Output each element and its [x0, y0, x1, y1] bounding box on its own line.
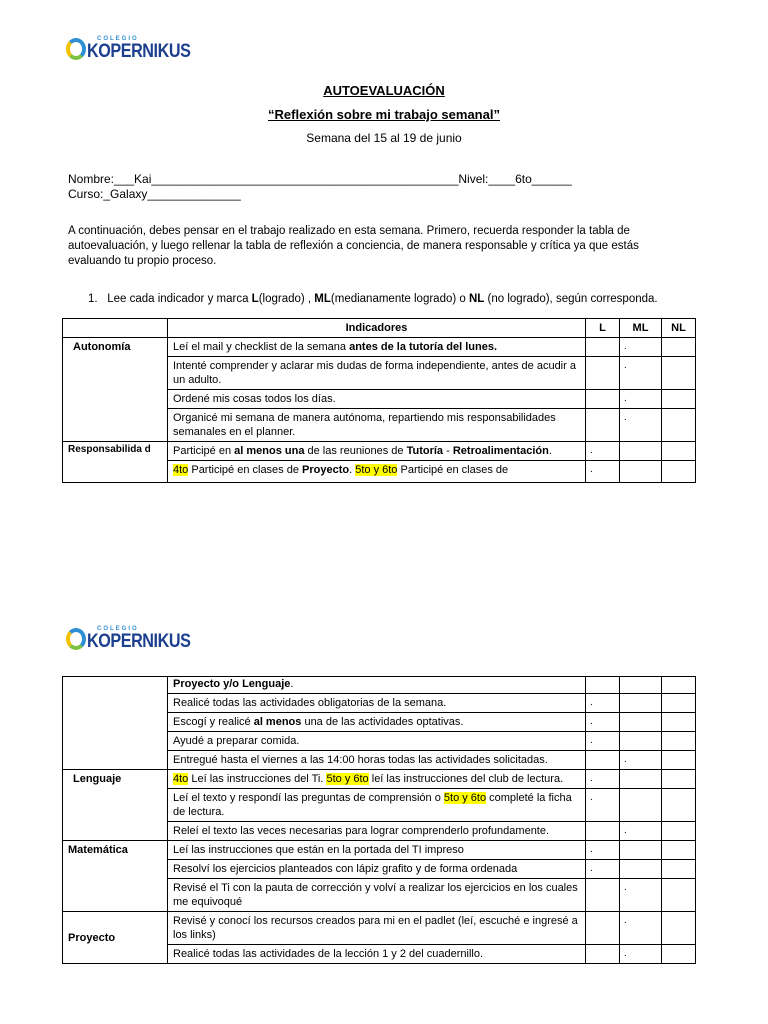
mark-ml-cell[interactable]: . — [620, 751, 662, 770]
mark-l-cell[interactable]: . — [586, 770, 620, 789]
mark-ml-cell[interactable]: . — [620, 390, 662, 409]
mark-ml-cell[interactable]: . — [620, 822, 662, 841]
logo-ring-icon — [66, 38, 86, 60]
mark-ml-cell[interactable]: . — [620, 879, 662, 912]
mark-ml-cell[interactable] — [620, 841, 662, 860]
autoevaluacion-table-1 — [62, 318, 696, 483]
mark-ml-cell[interactable]: . — [620, 912, 662, 945]
table-row: Escogí y realicé al menos una de las actividades optativas. . — [63, 713, 696, 732]
mark-nl-cell[interactable] — [662, 409, 696, 442]
mark-l-cell[interactable] — [586, 338, 620, 357]
mark-l-cell[interactable]: . — [586, 841, 620, 860]
table-row: Leí el texto y respondí las preguntas de comprensión o 5to y 6to completé la ficha de lectura. . — [63, 789, 696, 822]
table-row: Ordené mis cosas todos los días. . — [63, 390, 696, 409]
table-row: Matemática Leí las instrucciones que están en la portada del TI impreso . — [63, 841, 696, 860]
mark-nl-cell[interactable] — [662, 677, 696, 694]
mark-ml-cell[interactable] — [620, 713, 662, 732]
instruction-line: 1. Lee cada indicador y marca L(logrado) , ML(medianamente logrado) o NL (no logrado), según corresponda. — [88, 293, 658, 305]
mark-ml-cell[interactable]: . — [620, 945, 662, 964]
table-row: Resolví los ejercicios planteados con lápiz grafito y de forma ordenada . — [63, 860, 696, 879]
mark-l-cell[interactable] — [586, 945, 620, 964]
mark-l-cell[interactable]: . — [586, 694, 620, 713]
table-row: Intenté comprender y aclarar mis dudas de forma independiente, antes de acudir a un adulto. . — [63, 357, 696, 390]
header-l: L — [586, 319, 620, 338]
mark-nl-cell[interactable] — [662, 694, 696, 713]
mark-ml-cell[interactable] — [620, 442, 662, 461]
table-row: Realicé todas las actividades obligatorias de la semana. . — [63, 694, 696, 713]
mark-nl-cell[interactable] — [662, 713, 696, 732]
mark-l-cell[interactable]: . — [586, 732, 620, 751]
mark-nl-cell[interactable] — [662, 461, 696, 483]
category-autonomia: Autonomía — [63, 338, 168, 442]
page-subtitle: “Reflexión sobre mi trabajo semanal” — [268, 107, 500, 122]
mark-l-cell[interactable]: . — [586, 442, 620, 461]
logo-big-text: KOPERNIKUS — [87, 631, 191, 652]
mark-nl-cell[interactable] — [662, 822, 696, 841]
table-row: Lenguaje 4to Leí las instrucciones del Ti. 5to y 6to leí las instrucciones del club de lectura. . — [63, 770, 696, 789]
mark-l-cell[interactable] — [586, 357, 620, 390]
table-row: Releí el texto las veces necesarias para lograr comprenderlo profundamente. . — [63, 822, 696, 841]
table-row: Ayudé a preparar comida. . — [63, 732, 696, 751]
table-row: Realicé todas las actividades de la lección 1 y 2 del cuadernillo. . — [63, 945, 696, 964]
mark-ml-cell[interactable] — [620, 732, 662, 751]
header-indicadores: Indicadores — [168, 319, 586, 338]
mark-l-cell[interactable] — [586, 822, 620, 841]
mark-ml-cell[interactable] — [620, 860, 662, 879]
mark-nl-cell[interactable] — [662, 879, 696, 912]
week-label: Semana del 15 al 19 de junio — [306, 131, 462, 145]
header-nl: NL — [662, 319, 696, 338]
mark-ml-cell[interactable] — [620, 789, 662, 822]
mark-l-cell[interactable]: . — [586, 461, 620, 483]
intro-paragraph: A continuación, debes pensar en el trabajo realizado en esta semana. Primero, recuerda responder la tabla de autoevaluación, y luego rellenar la tabla de reflexión a conciencia, de manera responsable y crítica ya que estás evaluando tu propio proceso. — [68, 225, 639, 267]
mark-ml-cell[interactable]: . — [620, 409, 662, 442]
curso-line: Curso:_Galaxy______________ — [68, 187, 241, 201]
header-ml: ML — [620, 319, 662, 338]
school-logo-page-2 — [66, 626, 209, 651]
mark-nl-cell[interactable] — [662, 751, 696, 770]
nombre-nivel-line: Nombre:___Kai______________________________________________Nivel:____6to______ — [68, 172, 572, 186]
mark-ml-cell[interactable]: . — [620, 338, 662, 357]
mark-ml-cell[interactable] — [620, 677, 662, 694]
mark-nl-cell[interactable] — [662, 338, 696, 357]
mark-l-cell[interactable] — [586, 409, 620, 442]
mark-l-cell[interactable] — [586, 677, 620, 694]
table-row: Autonomía Leí el mail y checklist de la semana antes de la tutoría del lunes. . — [63, 338, 696, 357]
category-lenguaje: Lenguaje — [63, 770, 168, 841]
table-row: Organicé mi semana de manera autónoma, repartiendo mis responsabilidades semanales en el planner. . — [63, 409, 696, 442]
table-row: Revisé el Ti con la pauta de corrección y volví a realizar los ejercicios en los cuales me equivoqué . — [63, 879, 696, 912]
logo-small-text: COLEGIO — [97, 36, 139, 42]
table-row: 4to Participé en clases de Proyecto. 5to y 6to Participé en clases de . — [63, 461, 696, 483]
mark-ml-cell[interactable] — [620, 770, 662, 789]
mark-nl-cell[interactable] — [662, 442, 696, 461]
table-row: Proyecto Revisé y conocí los recursos creados para mi en el padlet (leí, escuché e ingresé a los links) . — [63, 912, 696, 945]
mark-l-cell[interactable]: . — [586, 860, 620, 879]
mark-l-cell[interactable] — [586, 390, 620, 409]
mark-nl-cell[interactable] — [662, 860, 696, 879]
mark-l-cell[interactable]: . — [586, 789, 620, 822]
mark-nl-cell[interactable] — [662, 732, 696, 751]
table-row: Proyecto y/o Lenguaje. — [63, 677, 696, 694]
page-title: AUTOEVALUACIÓN — [323, 83, 445, 98]
table-row: Responsabilida d Participé en al menos una de las reuniones de Tutoría - Retroalimentación. . — [63, 442, 696, 461]
mark-ml-cell[interactable] — [620, 461, 662, 483]
logo-big-text: KOPERNIKUS — [87, 41, 191, 62]
mark-nl-cell[interactable] — [662, 390, 696, 409]
mark-ml-cell[interactable] — [620, 694, 662, 713]
table-row: Entregué hasta el viernes a las 14:00 horas todas las actividades solicitadas. . — [63, 751, 696, 770]
logo-small-text: COLEGIO — [97, 626, 139, 632]
category-proyecto: Proyecto — [63, 912, 168, 964]
mark-nl-cell[interactable] — [662, 357, 696, 390]
mark-l-cell[interactable] — [586, 879, 620, 912]
logo-ring-icon — [66, 628, 86, 650]
autoevaluacion-table-2 — [62, 676, 696, 964]
mark-nl-cell[interactable] — [662, 945, 696, 964]
category-responsabilidad: Responsabilida d — [63, 442, 168, 483]
mark-nl-cell[interactable] — [662, 912, 696, 945]
mark-ml-cell[interactable]: . — [620, 357, 662, 390]
mark-nl-cell[interactable] — [662, 770, 696, 789]
category-matematica: Matemática — [63, 841, 168, 912]
mark-nl-cell[interactable] — [662, 841, 696, 860]
mark-l-cell[interactable] — [586, 912, 620, 945]
mark-nl-cell[interactable] — [662, 789, 696, 822]
school-logo — [66, 36, 209, 61]
mark-l-cell[interactable]: . — [586, 713, 620, 732]
table-header-row — [63, 319, 696, 338]
mark-l-cell[interactable] — [586, 751, 620, 770]
